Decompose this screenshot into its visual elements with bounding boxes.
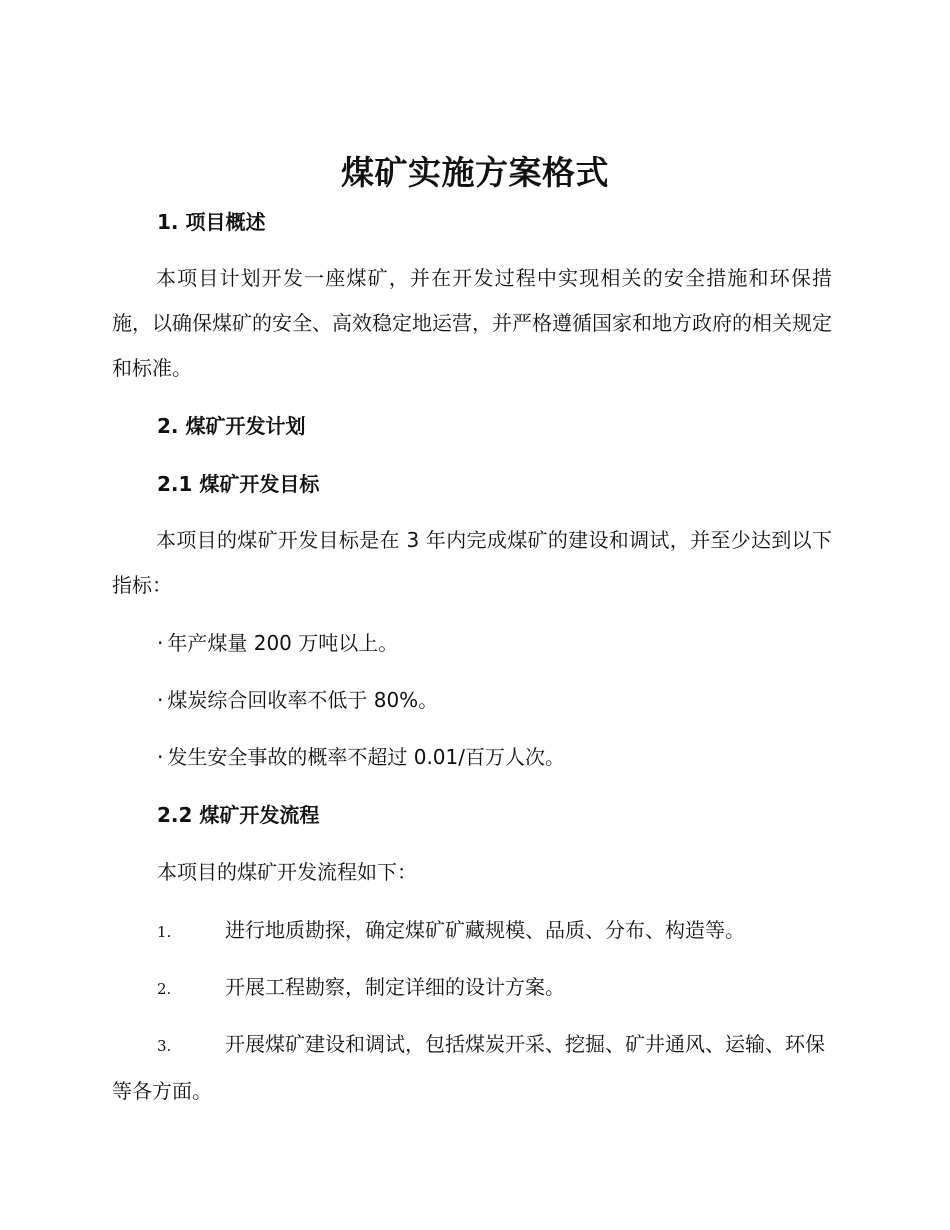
- step-text: 开展煤矿建设和调试，包括煤炭开采、挖掘、矿井通风、运输、环保等各方面。: [112, 1032, 825, 1103]
- step-text: 进行地质勘探，确定煤矿矿藏规模、品质、分布、构造等。: [225, 918, 745, 942]
- step-number: 1.: [157, 923, 172, 941]
- numbered-step: [112, 965, 832, 1012]
- step-number: 2.: [157, 980, 172, 998]
- section-1-heading: 1. 项目概述: [157, 210, 266, 234]
- numbered-step: [112, 1022, 832, 1114]
- step-text: 开展工程勘察，制定详细的设计方案。: [225, 975, 565, 999]
- section-2-1-heading: 2.1 煤矿开发目标: [157, 472, 320, 496]
- bullet-marker: ·: [157, 688, 164, 712]
- section-1-paragraph: 本项目计划开发一座煤矿，并在开发过程中实现相关的安全措施和环保措施，以确保煤矿的安全、高效稳定地运营，并严格遵循国家和地方政府的相关规定和标准。: [112, 266, 832, 380]
- bullet-marker: ·: [157, 745, 164, 769]
- bullet-item: [157, 629, 398, 657]
- bullet-text: 煤炭综合回收率不低于 80%。: [167, 688, 439, 712]
- bullet-item: [157, 743, 565, 771]
- step-number: 3.: [157, 1037, 172, 1055]
- section-2-2-heading: 2.2 煤矿开发流程: [157, 803, 320, 827]
- bullet-item: [157, 686, 438, 714]
- numbered-step: [112, 908, 832, 955]
- bullet-text: 发生安全事故的概率不超过 0.01/百万人次。: [167, 745, 565, 769]
- page-title: 煤矿实施方案格式: [341, 153, 609, 192]
- section-2-2-intro: 本项目的煤矿开发流程如下：: [157, 860, 417, 884]
- section-2-1-paragraph: 本项目的煤矿开发目标是在 3 年内完成煤矿的建设和调试，并至少达到以下指标：: [112, 528, 832, 597]
- bullet-text: 年产煤量 200 万吨以上。: [167, 631, 399, 655]
- bullet-marker: ·: [157, 631, 164, 655]
- section-2-heading: 2. 煤矿开发计划: [157, 414, 306, 438]
